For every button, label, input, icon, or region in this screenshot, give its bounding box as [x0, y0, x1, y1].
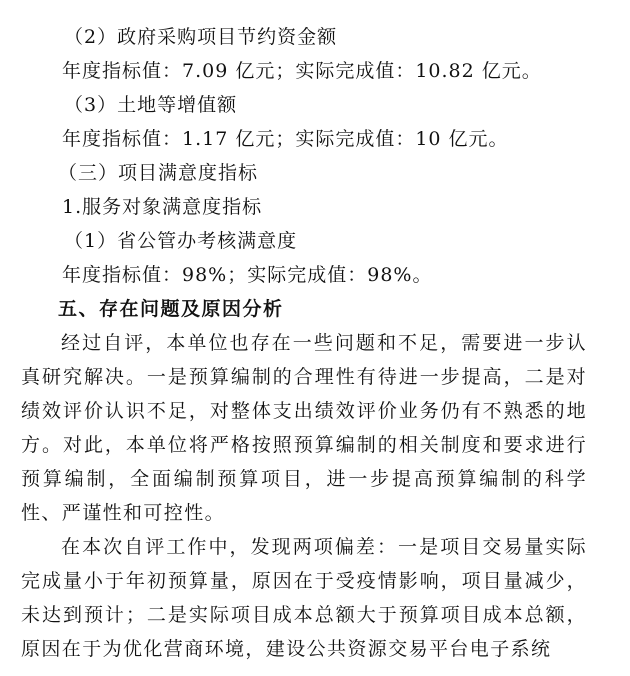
item-land-value-added: （3）土地等增值额	[64, 94, 238, 116]
section-heading: 五、存在问题及原因分析	[58, 298, 284, 320]
paragraph-deviations: 在本次自评工作中，发现两项偏差：一是项目交易量实际完成量小于年初预算量，原因在于受疫情影响，项目量减少，未达到预计；二是实际项目成本总额大于预算项目成本总额，原因在于为优化营商环境，建设公共资源交易平台电子系统	[21, 536, 587, 660]
item-government-procurement-savings: （2）政府采购项目节约资金额	[64, 26, 338, 48]
item-service-satisfaction: 1.服务对象满意度指标	[62, 196, 263, 218]
indicator-values-satisfaction: 年度指标值：98%；实际完成值：98%。	[62, 264, 433, 286]
item-satisfaction-indicators: （三）项目满意度指标	[58, 162, 259, 184]
paragraph-self-evaluation: 经过自评，本单位也存在一些问题和不足，需要进一步认真研究解决。一是预算编制的合理性有待进一步提高，二是对绩效评价认识不足，对整体支出绩效评价业务仍有不熟悉的地方。对此，本单位将严格按照预算编制的相关制度和要求进行预算编制，全面编制预算项目，进一步提高预算编制的科学性、严谨性和可控性。	[21, 332, 587, 524]
item-office-assessment-satisfaction: （1）省公管办考核满意度	[64, 230, 298, 252]
indicator-values-land: 年度指标值：1.17 亿元；实际完成值：10 亿元。	[62, 128, 509, 150]
indicator-values-procurement: 年度指标值：7.09 亿元；实际完成值：10.82 亿元。	[62, 60, 542, 82]
